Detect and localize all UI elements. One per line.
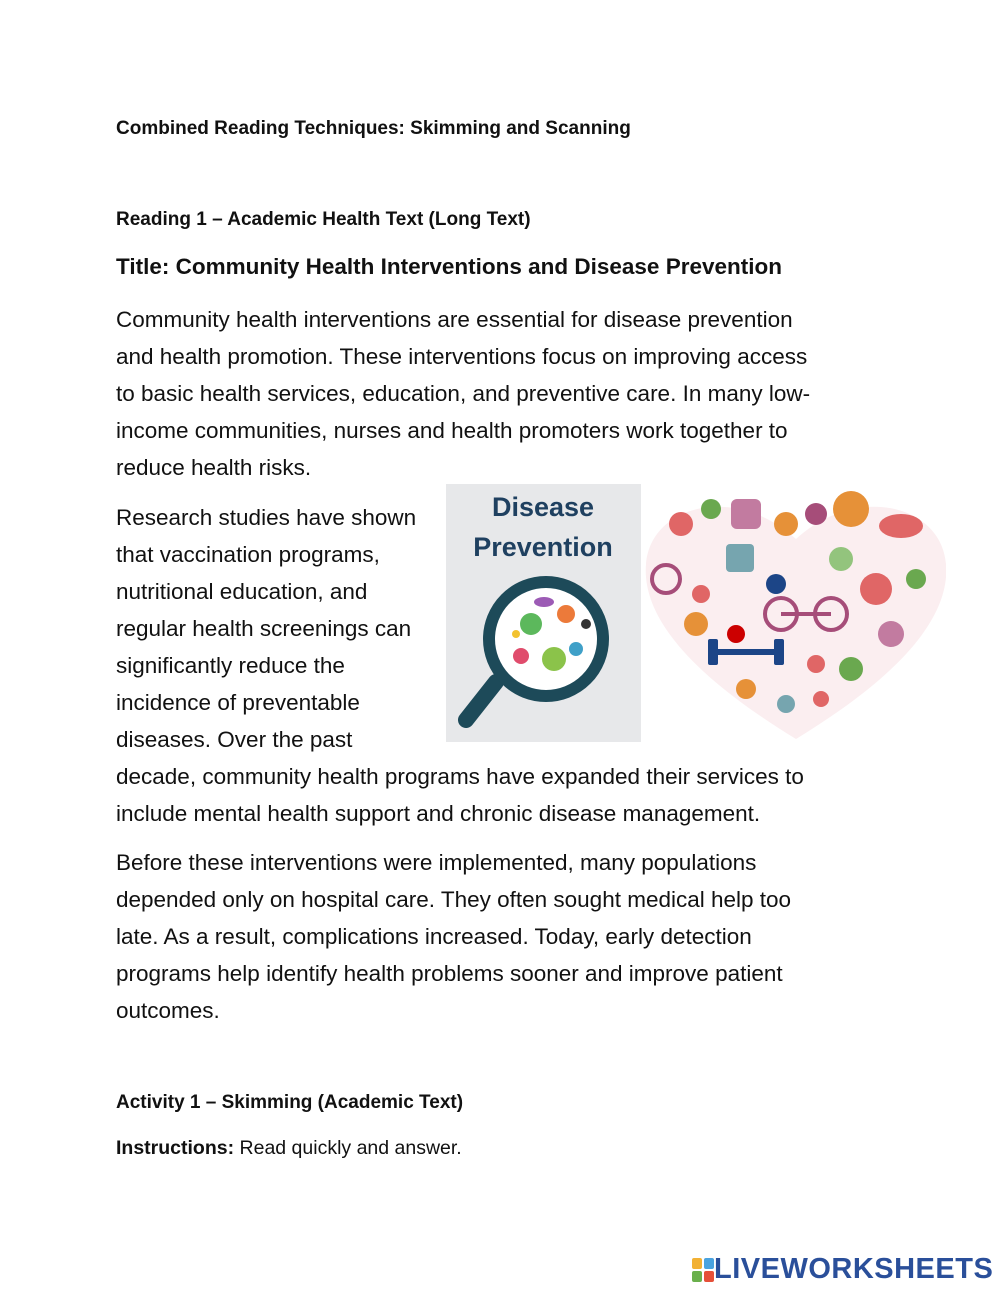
text-line: decade, community health programs have expanded their services to <box>116 764 804 789</box>
text-line: reduce health risks. <box>116 455 312 480</box>
main-title: Combined Reading Techniques: Skimming and Scanning <box>116 118 631 139</box>
paragraph-1 <box>116 301 876 486</box>
text-line: diseases. Over the past <box>116 727 353 752</box>
text-line: Before these interventions were implemented, many populations <box>116 850 757 875</box>
text-line: income communities, nurses and health promoters work together to <box>116 418 788 443</box>
text-line: and health promotion. These interventions focus on improving access <box>116 344 808 369</box>
text-line: that vaccination programs, <box>116 542 380 567</box>
article-title: Title: Community Health Interventions and Disease Prevention <box>116 254 782 279</box>
healthy-lifestyle-heart-icon <box>646 491 946 739</box>
text-line: late. As a result, complications increased. Today, early detection <box>116 924 752 949</box>
logo-text: LIVEWORKSHEETS <box>714 1253 994 1285</box>
text-line: to basic health services, education, and preventive care. In many low- <box>116 381 811 406</box>
reading-heading: Reading 1 – Academic Health Text (Long Text) <box>116 209 531 230</box>
text-line: depended only on hospital care. They often sought medical help too <box>116 887 792 912</box>
liveworksheets-logo[interactable] <box>692 1253 993 1286</box>
text-line: include mental health support and chronic disease management. <box>116 801 761 826</box>
text-line: significantly reduce the <box>116 653 345 678</box>
illustration-title-line1: Disease <box>491 492 595 522</box>
text-line: Research studies have shown <box>116 505 417 530</box>
text-line: regular health screenings can <box>116 616 412 641</box>
instructions-text: Read quickly and answer. <box>234 1137 462 1159</box>
instructions-label: Instructions: <box>116 1137 235 1159</box>
disease-prevention-illustration <box>446 484 946 744</box>
paragraph-2-continued <box>116 758 876 832</box>
text-line: outcomes. <box>116 998 220 1023</box>
paragraph-2-wrap <box>116 499 446 758</box>
liveworksheets-logo-icon <box>692 1258 714 1282</box>
illustration-title-line2: Prevention <box>473 532 613 562</box>
activity-heading: Activity 1 – Skimming (Academic Text) <box>116 1092 464 1113</box>
text-line: programs help identify health problems sooner and improve patient <box>116 961 783 986</box>
text-line: nutritional education, and <box>116 579 368 604</box>
text-line: Community health interventions are essential for disease prevention <box>116 307 793 332</box>
text-line: incidence of preventable <box>116 690 360 715</box>
paragraph-3 <box>116 844 876 1029</box>
instructions <box>116 1137 462 1160</box>
